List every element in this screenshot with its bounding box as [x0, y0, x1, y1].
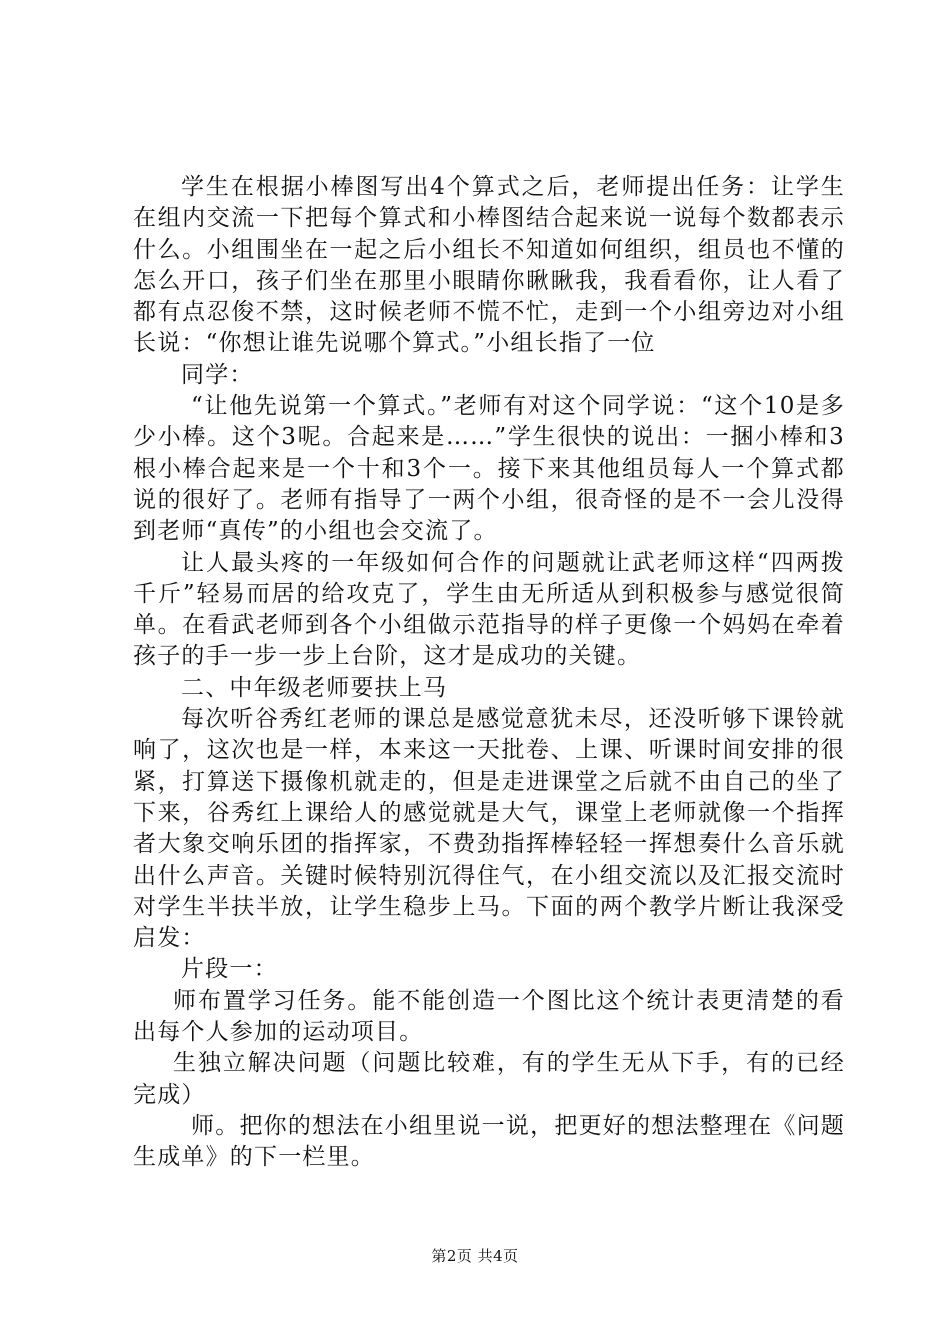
- paragraph-1: 学生在根据小棒图写出4个算式之后，老师提出任务：让学生在组内交流一下把每个算式和小棒图结合起来说一说每个数都表示什么。小组围坐在一起之后小组长不知道如何组织，组员也不懂的怎么开口，孩子们坐在那里小眼睛你瞅瞅我，我看看你，让人看了都有点忍俊不禁，这时候老师不慌不忙，走到一个小组旁边对小组长说：“你想让谁先说哪个算式。”小组长指了一位: [133, 174, 845, 357]
- paragraph-4: 让人最头疼的一年级如何合作的问题就让武老师这样“四两拨千斤”轻易而居的给攻克了，学生由无所适从到积极参与感觉很简单。在看武老师到各个小组做示范指导的样子更像一个妈妈在牵着孩子的手一步一步上台阶，这才是成功的关键。: [133, 549, 845, 670]
- paragraph-5: 每次听谷秀红老师的课总是感觉意犹未尽，还没听够下课铃就响了，这次也是一样，本来这一天批卷、上课、听课时间安排的很紧，打算送下摄像机就走的，但是走进课堂之后就不由自己的坐了下来，谷秀红上课给人的感觉就是大气，课堂上老师就像一个指挥者大象交响乐团的指挥家，不费劲指挥棒轻轻一挥想奏什么音乐就出什么声音。关键时候特别沉得住气，在小组交流以及汇报交流时对学生半扶半放，让学生稳步上马。下面的两个教学片断让我深受启发：: [133, 706, 845, 952]
- paragraph-7: 生独立解决问题（问题比较难，有的学生无从下手，有的已经完成）: [133, 1050, 845, 1108]
- section-heading: 二、中年级老师要扶上马: [181, 674, 448, 701]
- paragraph-3: “让他先说第一个算式。”老师有对这个同学说：“这个10是多少小棒。这个3呢。合起来是……”学生很快的说出：一捆小棒和3根小棒合起来是一个十和3个一。接下来其他组员每人一个算式都说的很好了。老师有指导了一两个小组，很奇怪的是不一会儿没得到老师“真传”的小组也会交流了。: [133, 393, 845, 545]
- paragraph-6: 师布置学习任务。能不能创造一个图比这个统计表更清楚的看出每个人参加的运动项目。: [133, 987, 845, 1046]
- page-number-footer: 第2页 共4页: [431, 1247, 519, 1265]
- fragment-label: 片段一：: [181, 956, 278, 983]
- document-body: [133, 172, 845, 1174]
- paragraph-2: 同学：: [181, 361, 254, 388]
- paragraph-8: 师。把你的想法在小组里说一说，把更好的想法整理在《问题生成单》的下一栏里。: [133, 1112, 845, 1171]
